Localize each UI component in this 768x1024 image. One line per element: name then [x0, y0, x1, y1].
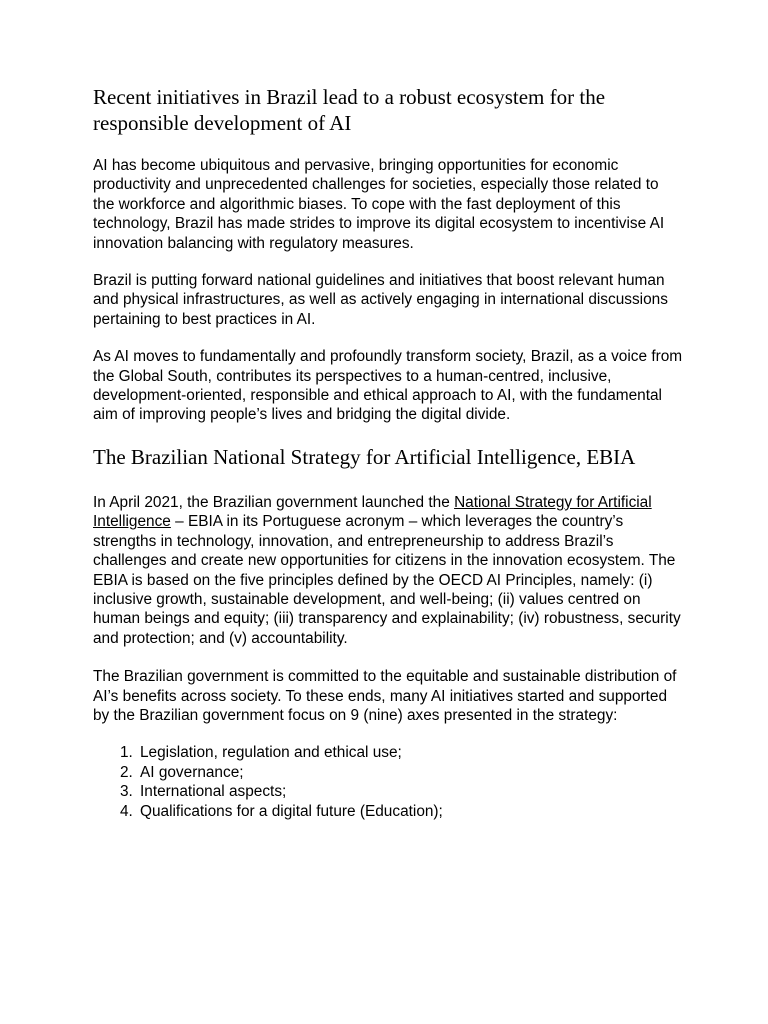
list-item-text: International aspects; — [140, 783, 287, 801]
axes-list — [93, 743, 683, 821]
paragraph-government-commitment: The Brazilian government is committed to the equitable and sustainable distribution of AI’s benefits across society. To these ends, many AI initiatives started and supported by the Brazilian government focus on 9 (nine) axes presented in the strategy: — [93, 668, 677, 724]
list-number-wrap — [93, 782, 140, 801]
paragraph-text: In April 2021, the Brazilian government launched the — [93, 493, 455, 511]
list-number-wrap — [93, 802, 140, 821]
paragraph-ebia-launch — [93, 493, 683, 648]
document-page — [93, 84, 683, 821]
list-item-text: Qualifications for a digital future (Education); — [140, 802, 443, 820]
list-number-wrap — [93, 743, 140, 762]
paragraph-national-guidelines: Brazil is putting forward national guidelines and initiatives that boost relevant human and physical infrastructures, as well as actively engaging in international discussions pertaining to best practices in AI. — [93, 272, 668, 328]
paragraph-global-south: As AI moves to fundamentally and profoundly transform society, Brazil, as a voice from the Global South, contributes its perspectives to a human-centred, inclusive, development-oriented, responsible and ethical approach to AI, with the fundamental aim of improving people’s lives and bridging the digital divide. — [93, 348, 683, 424]
list-number: 4. — [120, 802, 133, 820]
list-number: 2. — [120, 763, 133, 781]
list-item — [93, 763, 683, 782]
list-number: 1. — [120, 744, 133, 762]
list-item — [93, 743, 683, 762]
list-item-text: Legislation, regulation and ethical use; — [140, 744, 402, 762]
section-heading-ebia: The Brazilian National Strategy for Artificial Intelligence, EBIA — [93, 444, 636, 469]
list-number: 3. — [120, 783, 133, 801]
list-number-wrap — [93, 763, 140, 782]
list-item — [93, 802, 683, 821]
list-item-text: AI governance; — [140, 763, 244, 781]
paragraph-ai-ubiquitous: AI has become ubiquitous and pervasive, bringing opportunities for economic productivity and unprecedented challenges for societies, especially those related to the workforce and algorithmic biases. To cope with the fast deployment of this technology, Brazil has made strides to improve its digital ecosystem to incentivise AI innovation balancing with regulatory measures. — [93, 157, 665, 252]
section-heading-initiatives: Recent initiatives in Brazil lead to a robust ecosystem for the responsible development of AI — [93, 85, 606, 135]
paragraph-text: – EBIA in its Portuguese acronym – which leverages the country’s strengths in technology, innovation, and entrepreneurship to address Brazil’s challenges and create new opportunities for citizens in the innovation ecosystem. The EBIA is based on the five principles defined by the OECD AI Principles, namely: (i) inclusive growth, sustainable development, and well-being; (ii) values centred on human beings and equity; (iii) transparency and explainability; (iv) robustness, security and protection; and (v) accountability. — [93, 513, 681, 647]
list-item — [93, 782, 683, 801]
national-strategy-link[interactable]: National Strategy for Artificial Intelligence — [93, 493, 652, 531]
